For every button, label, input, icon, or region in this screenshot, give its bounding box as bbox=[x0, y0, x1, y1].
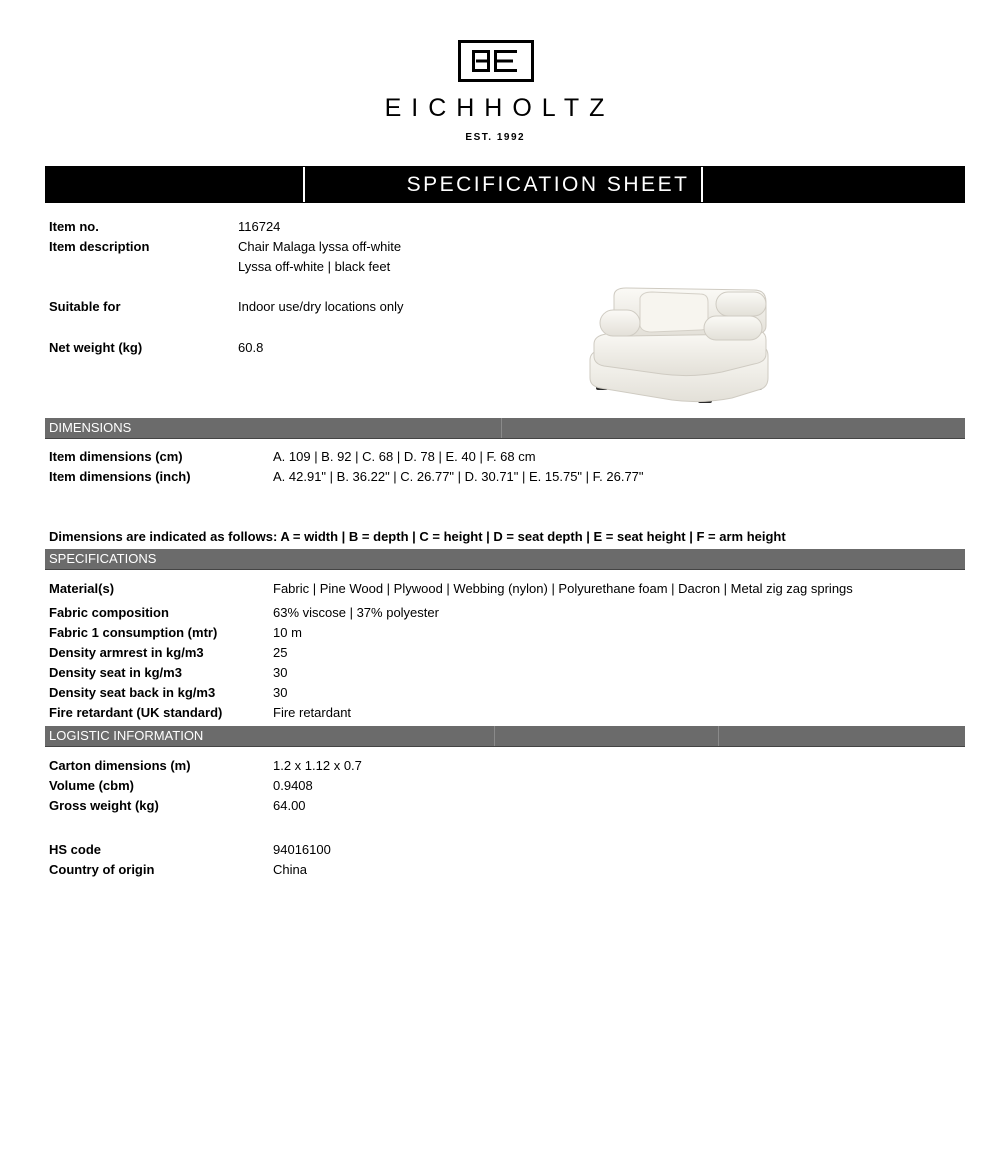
spec-label: Density armrest in kg/m3 bbox=[49, 645, 204, 660]
logistic-value: 64.00 bbox=[273, 798, 306, 813]
logistics-section-header bbox=[45, 726, 965, 747]
spec-label: Fabric composition bbox=[49, 605, 169, 620]
net-weight-label: Net weight (kg) bbox=[49, 340, 143, 355]
established-year: EST. 1992 bbox=[465, 132, 526, 143]
country-of-origin-label: Country of origin bbox=[49, 862, 155, 877]
dimensions-cm-label: Item dimensions (cm) bbox=[49, 449, 183, 464]
hs-code-label: HS code bbox=[49, 842, 102, 857]
suitable-for-label: Suitable for bbox=[49, 299, 121, 314]
country-of-origin-value: China bbox=[273, 862, 307, 877]
eichholtz-monogram-icon bbox=[458, 40, 534, 82]
spec-value: Fabric | Pine Wood | Plywood | Webbing (nylon) | Polyurethane foam | Dacron | Metal zig zag springs bbox=[273, 581, 853, 596]
item-no-label: Item no. bbox=[49, 219, 99, 234]
spec-label: Material(s) bbox=[49, 581, 115, 596]
dimensions-inch-label: Item dimensions (inch) bbox=[49, 469, 191, 484]
specification-banner bbox=[45, 166, 965, 203]
upholstered-armchair-image bbox=[582, 282, 772, 407]
suitable-for-value: Indoor use/dry locations only bbox=[238, 299, 404, 314]
dimensions-title: DIMENSIONS bbox=[49, 420, 132, 435]
dimensions-cm-value: A. 109 | B. 92 | C. 68 | D. 78 | E. 40 | F. 68 cm bbox=[273, 449, 536, 464]
spec-label: Density seat back in kg/m3 bbox=[49, 685, 216, 700]
logistic-label: Gross weight (kg) bbox=[49, 798, 159, 813]
specifications-title: SPECIFICATIONS bbox=[49, 551, 157, 566]
item-description-label: Item description bbox=[49, 239, 150, 254]
item-description-line2: Lyssa off-white | black feet bbox=[238, 259, 391, 274]
spec-value: 63% viscose | 37% polyester bbox=[273, 605, 439, 620]
net-weight-value: 60.8 bbox=[238, 340, 264, 355]
banner-title: SPECIFICATION SHEET bbox=[406, 173, 690, 196]
item-description-line1: Chair Malaga lyssa off-white bbox=[238, 239, 402, 254]
logistics-title: LOGISTIC INFORMATION bbox=[49, 728, 204, 743]
logistic-label: Carton dimensions (m) bbox=[49, 758, 191, 773]
dimensions-section-header bbox=[45, 418, 965, 439]
spec-label: Fire retardant (UK standard) bbox=[49, 705, 223, 720]
spec-value: 10 m bbox=[273, 625, 302, 640]
item-no-value: 116724 bbox=[238, 219, 281, 234]
spec-value: 30 bbox=[273, 665, 288, 680]
dimensions-inch-value: A. 42.91" | B. 36.22" | C. 26.77" | D. 30.71" | E. 15.75" | F. 26.77" bbox=[273, 469, 644, 484]
spec-value: 30 bbox=[273, 685, 288, 700]
brand-name: EICHHOLTZ bbox=[384, 94, 615, 122]
hs-code-value: 94016100 bbox=[273, 842, 331, 857]
logistic-value: 1.2 x 1.12 x 0.7 bbox=[273, 758, 362, 773]
dimensions-legend: Dimensions are indicated as follows: A = width | B = depth | C = height | D = seat depth | E = seat height | F = arm height bbox=[49, 529, 786, 544]
logistic-value: 0.9408 bbox=[273, 778, 313, 793]
spec-value: 25 bbox=[273, 645, 288, 660]
spec-label: Density seat in kg/m3 bbox=[49, 665, 182, 680]
logistic-label: Volume (cbm) bbox=[49, 778, 134, 793]
spec-value: Fire retardant bbox=[273, 705, 352, 720]
spec-label: Fabric 1 consumption (mtr) bbox=[49, 625, 218, 640]
specifications-section-header bbox=[45, 549, 965, 570]
